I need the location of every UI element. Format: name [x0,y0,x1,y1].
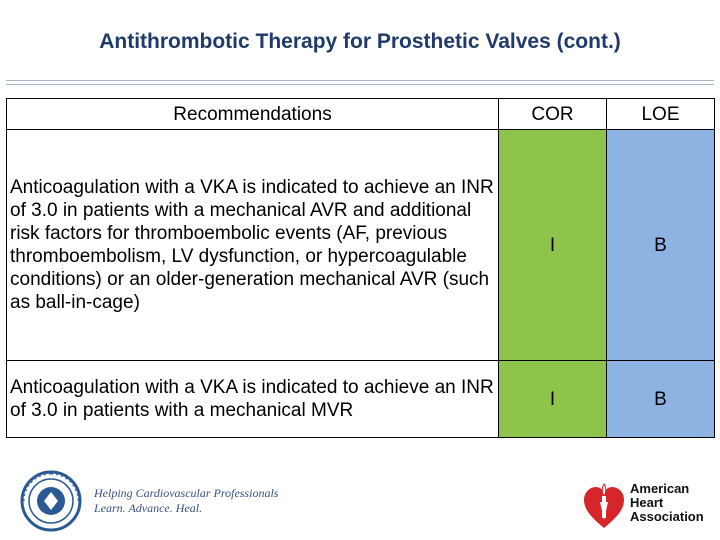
header-recommendations: Recommendations [7,99,499,130]
table-row [7,361,715,438]
recommendation-text: Anticoagulation with a VKA is indicated to achieve an INR of 3.0 in patients with a mechanical MVR [7,361,499,438]
loe-value: B [607,361,715,438]
acc-tagline-line2: Learn. Advance. Heal. [94,501,203,515]
acc-seal-icon [20,470,82,532]
table-row [7,130,715,361]
acc-tagline-line1: Helping Cardiovascular Professionals [94,486,279,500]
cor-value: I [499,130,607,361]
aha-logo [582,478,712,534]
table-header-row [7,99,715,130]
acc-logo [20,468,280,534]
acc-tagline [94,486,278,516]
header-loe: LOE [607,99,715,130]
header-cor: COR [499,99,607,130]
recommendations-table [6,98,715,438]
slide-title: Antithrombotic Therapy for Prosthetic Valves (cont.) [99,30,621,53]
title-divider-top [6,80,714,81]
heart-torch-icon [582,480,626,532]
aha-name-line3: Association [630,509,704,524]
aha-wordmark [630,482,704,524]
title-divider-bottom [6,84,714,85]
aha-name-line2: Heart [630,495,664,510]
loe-value: B [607,130,715,361]
aha-name-line1: American [630,481,690,496]
recommendation-text: Anticoagulation with a VKA is indicated to achieve an INR of 3.0 in patients with a mechanical AVR and additional risk factors for thromboembolic events (AF, previous thromboembolism, LV dysfunction, or hypercoagulable conditions) or an older-generation mechanical AVR (such as ball-in-cage) [7,130,499,361]
cor-value: I [499,361,607,438]
